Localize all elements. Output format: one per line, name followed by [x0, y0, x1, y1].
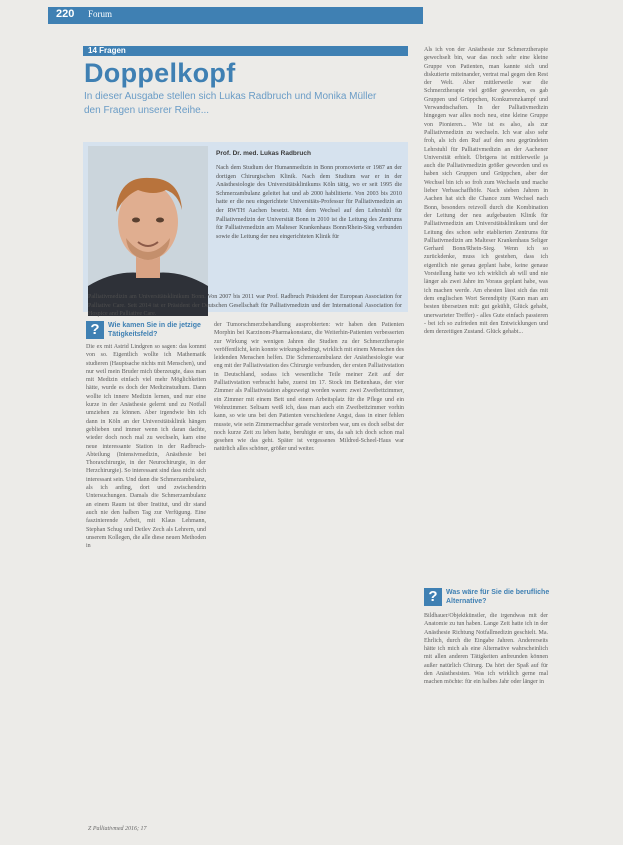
- column-2: [214, 321, 404, 821]
- question-2: [424, 588, 556, 606]
- profile-bio: Nach dem Studium der Humanmedizin in Bonn promovierte er 1987 an der dortigen Chirurgischen Klinik. Nach dem Studium war er in der Anästhesiologie des Universitätsklinikums Köln tätig, wo er seit 1995 die Schmerzambulanz geleitet hat und ab 2000 habilitierte. Von 2003 bis 2010 hatte er die neu eingerichtete Universitäts-Professur für Palliativmedizin an der RWTH Aachen besetzt. Mit dem Wechsel auf den Lehrstuhl für Palliativmedizin der Universität Bonn in 2010 ist die Leitung des Zentrums für Palliativmedizin am Malteser Krankenhaus Bonn/Rhein-Sieg verbunden sowie die Leitung der neu eingerichteten Klinik für: [216, 165, 402, 240]
- profile-name: Prof. Dr. med. Lukas Radbruch: [216, 150, 311, 157]
- tag-bar: [83, 46, 408, 56]
- article-lead: In dieser Ausgabe stellen sich Lukas Radbruch und Monika Müller den Fragen unserer Reihe...: [84, 91, 377, 116]
- question-1-text: Wie kamen Sie in die jetzige Tätigkeitsfeld?: [108, 322, 201, 338]
- column-3: [424, 46, 548, 580]
- question-mark-icon: ?: [424, 588, 442, 606]
- column-1-text: Die ex mit Astrid Lindgren so sagen: das kommt von so. Eigentlich wollte ich Mathematik studieren (Hauptsache nichts mit Menschen), und nur weil mein Bruder mich überzeugte, dass man mit Medizin einfach viel mehr Möglichkeiten hätte, wurde es doch der Medizinstudium. Dann wollte ich innere Medizin lernen, und nur eine kurze in der Anästhesie gelernt und zu Notfall umziehen zu können. Aber irgendwie bin ich dann in Köln an der Universitätsklinik hängen geblieben und immer wenn ich daran dachte, wieder doch noch mal zu wechseln, kam eine neue interessante Station in der Radbruch-Abteilung (Intensivmedizin, Anästhesie bei Thoraxchirurgie, in der Neurochirurgie, in der Herzchirurgie). So interessant sind dass nicht sich interessant sein. Und dann die Schmerzambulanz, als ich anfing, dort und zwischendrin Untersuchungen. Damals die Schmerzambulanz an einem Raum ist über Institut, und dir stand auch nie den halben Tag zur Verfügung. Eine faszinierende Arbeit, mit Klaus Lehmann, Stephan Schug und Detlev Zech als Lehrern, und unserem Kollegen, die alle diese neuen Methoden in: [86, 344, 206, 550]
- column-3-text: Als ich von der Anästhesie zur Schmerztherapie gewechselt bin, war das noch sehr eine kleine Gruppe von Patienten, man kannte sich und diskutierte miteinander, vertrat mal gegen den Rest der Welt. Aber mittlerweile war die Schmerztherapie viel größer geworden, es gab Gruppen und Grüppchen, Konkurrenzkampf und Verwandtschaften. In der Palliativmedizin hingegen war alles noch neu, eine kleine Gruppe von Pionieren... Wie ist es also, als zur Palliativmedizin zu wechseln. Ich war also sehr froh, als ich den Ruf auf den neu gegründeten Lehrstuhl für Palliativmedizin an der Aachener Universität erhielt. Übrigens ist mittlerweile ja auch die Palliativmedizin größer geworden und es haben sich Gruppen und Grüppchen, aber der Wechsel bin ich so froh zum Wechseln und mache lieber Verbaschaffhöfe. Nach sieben Jahren in Aachen hat sich die Chance zum Wechsel nach Bonn, besonders reizvoll durch die Kombination der Leitung der neu aufgebauten Klinik für Palliativmedizin am Universitätsklinikum und der Leitung des schon sehr etablierten Zentrums für Palliativmedizin am Malteser Krankenhaus Seliger Gerhard Bonn/Rhein-Sieg. Wenn ich so zurückdenke, muss ich gestehen, dass ich eigentlich nie genau geplant habe, keine genaue Vorstellung hatte wo ich wirklich ab will und nie länger als zwei Jahre im Voraus geplant habe, was ich machen werde. Am ehesten lässt sich das mit dem englischen Wort Serendipity (Kann man am besten übersetzen mit: gut gekühlt, Glück gehabt, unerwarteter Treffer) - alles Gute einfach passieren - bei ich so zufrieden mit den Entwicklungen und dem derzeitigen Zustand. Glück gehabt...: [424, 47, 548, 336]
- article-title: Doppelkopf: [84, 58, 236, 88]
- column-3-continued: [424, 612, 548, 821]
- series-tag: 14 Fragen: [88, 46, 126, 55]
- section-name: Forum: [88, 9, 113, 19]
- page-number: 220: [56, 8, 75, 20]
- journal-footer: Z Palliativmed 2016; 17: [88, 826, 147, 832]
- question-1: [86, 321, 218, 339]
- column-3-continued-text: Bildhauer/Objektkünstler, die irgendwas mit der Anatomie zu tun haben. Lange Zeit hatte ich in der Anästhesie Richtung Notfallmedizin geschielt. Ma. Ehrlich, durch die Eingabe Jahren. Andererseits hätte ich mich als eine Alternative wahrscheinlich mit allen anderen Tätigkeiten anfreunden können außer natürlich Chirurg. Da hört der Spaß auf für den Anästhesisten. Was ich wirklich gerne mal machen möchte: für ein halbes Jahr oder länger in: [424, 613, 548, 686]
- question-2-text: Was wäre für Sie die berufliche Alternative?: [446, 589, 550, 605]
- column-1: [86, 343, 206, 821]
- column-2-text: der Tumorschmerzbehandlung ausprobierten: wir haben den Patienten Morphin bei Karzinom-Pharmakonstanz, die Weiterhin-Patienten verbesserten zur Wirkung wir wenigen Jahren die Studien zu der Schmerztherapie veröffentlicht, kein konnte wirkungsbedingt, wirklich mit einem Menschen des leidenden Menschen helfen. Die Schmerzambulanz der Anästhesiologie war eng mit der Palliativstation des Chirurgie verbunden, der ersten Palliativstation in Deutschland, sodass ich wesentliche Teile meiner Zeit auf der Palliativstation verbracht habe, zuerst im 17. Stock im Bettenhaus, der vier Zimmer als Palliativstation abgezweigt worden waren: zwei Zweibettzimmer, ein Zimmer mit einem Bett und einem Arbeitsplatz für die Pflege und ein Wohnzimmer. Seltsam weiß ich, dass man auch ein Zweibettzimmer vorhin kann, so wie uns bei den Patienten verschiedene Angst, dass in einer fehlen musste, wie sein Zimmernachbar gerade verstorben war, um es doch selbst der noch kurze Zeit zu leben hatte, beruhigte er uns, da sah ich doch schon mal gesehen wie das geht. Später ist vergessenes Mildred-Scheel-Haus war natürlich alles schöner, größer und weiter.: [214, 322, 404, 453]
- question-mark-icon: ?: [86, 321, 104, 339]
- portrait-photo: [88, 146, 208, 316]
- profile-bio-continued: Palliativmedizin am Universitätsklinikum Bonn. Von 2007 bis 2011 war Prof. Radbruch Präsident der European Association for Palliative Care. Seit 2014 ist er Präsident der Deutschen Gesellschaft für Palliativmedizin und der International Association for Hospice and Palliative Care.: [88, 294, 402, 318]
- portrait-illustration: [88, 146, 208, 316]
